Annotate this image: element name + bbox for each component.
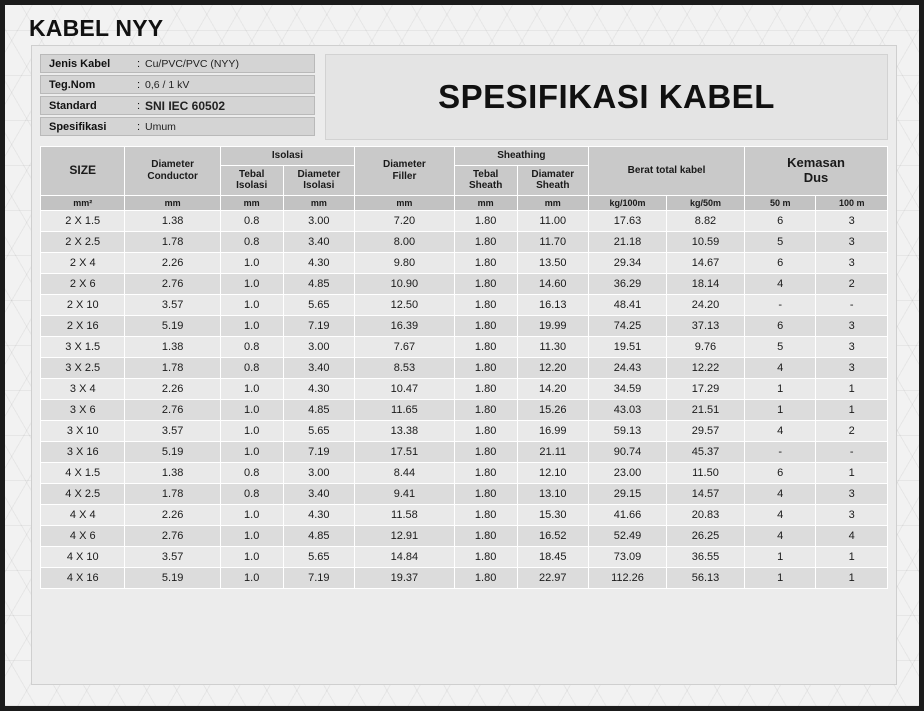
col-diameter-isolasi: Diameter Isolasi (283, 165, 355, 195)
cell-size: 3 X 1.5 (41, 336, 125, 357)
cell-value: 8.00 (355, 231, 455, 252)
cell-value: 12.22 (667, 357, 745, 378)
cell-value: 14.20 (517, 378, 588, 399)
cell-value: 1.0 (220, 378, 283, 399)
cell-value: 1.0 (220, 525, 283, 546)
cell-value: 13.50 (517, 252, 588, 273)
cell-value: 3.57 (125, 294, 220, 315)
cell-value: 5.19 (125, 315, 220, 336)
cell-value: 1.0 (220, 546, 283, 567)
cell-value: 1 (816, 378, 888, 399)
cell-size: 3 X 16 (41, 441, 125, 462)
cell-value: 4.30 (283, 504, 355, 525)
cell-value: 1.80 (454, 357, 517, 378)
cell-value: 7.19 (283, 567, 355, 588)
info-value: Umum (145, 120, 176, 133)
table-row (41, 231, 888, 252)
info-row (40, 117, 315, 136)
cell-value: 3 (816, 231, 888, 252)
cell-value: 8.82 (667, 210, 745, 231)
cell-value: 11.65 (355, 399, 455, 420)
table-row (41, 441, 888, 462)
table-row (41, 210, 888, 231)
cell-value: 0.8 (220, 210, 283, 231)
cell-value: 1.0 (220, 441, 283, 462)
cell-value: 1.80 (454, 420, 517, 441)
cell-value: 11.58 (355, 504, 455, 525)
cell-value: 16.39 (355, 315, 455, 336)
cell-value: 29.34 (589, 252, 667, 273)
table-row (41, 273, 888, 294)
unit-cell: mm (355, 195, 455, 210)
cell-value: 1.80 (454, 483, 517, 504)
cell-value: 5 (744, 231, 815, 252)
cell-value: 1.78 (125, 231, 220, 252)
cell-value: 18.14 (667, 273, 745, 294)
info-value: 0,6 / 1 kV (145, 78, 190, 91)
cell-value: 59.13 (589, 420, 667, 441)
cell-value: 20.83 (667, 504, 745, 525)
cell-size: 3 X 6 (41, 399, 125, 420)
cell-value: 15.26 (517, 399, 588, 420)
unit-cell: mm (454, 195, 517, 210)
cell-value: 1.80 (454, 399, 517, 420)
info-row (40, 96, 315, 115)
cell-size: 2 X 16 (41, 315, 125, 336)
cell-value: 10.90 (355, 273, 455, 294)
cell-value: 73.09 (589, 546, 667, 567)
cell-value: 8.44 (355, 462, 455, 483)
page-title: KABEL NYY (29, 15, 164, 41)
cell-value: 17.29 (667, 378, 745, 399)
info-colon: : (137, 99, 141, 112)
cell-value: 52.49 (589, 525, 667, 546)
cell-value: 24.43 (589, 357, 667, 378)
cell-value: 1 (744, 378, 815, 399)
table-head (41, 147, 888, 211)
table-row (41, 315, 888, 336)
unit-cell: mm (125, 195, 220, 210)
cell-value: 1.0 (220, 567, 283, 588)
cell-value: 10.59 (667, 231, 745, 252)
col-tebal-isolasi: Tebal Isolasi (220, 165, 283, 195)
cell-value: 41.66 (589, 504, 667, 525)
cell-value: 14.84 (355, 546, 455, 567)
cell-value: 6 (744, 210, 815, 231)
cell-value: 1.80 (454, 378, 517, 399)
cell-value: 1.0 (220, 294, 283, 315)
cell-value: 1.80 (454, 567, 517, 588)
unit-cell: mm (517, 195, 588, 210)
info-key: Spesifikasi (49, 120, 107, 133)
cell-value: 2.76 (125, 399, 220, 420)
table-row (41, 294, 888, 315)
cell-value: 1 (816, 567, 888, 588)
cell-value: 4 (744, 273, 815, 294)
cell-value: 18.45 (517, 546, 588, 567)
cell-value: 1.78 (125, 483, 220, 504)
header-row-units (41, 195, 888, 210)
cell-size: 4 X 10 (41, 546, 125, 567)
info-value: SNI IEC 60502 (145, 98, 226, 113)
cell-value: 19.37 (355, 567, 455, 588)
cell-value: 5 (744, 336, 815, 357)
cell-size: 3 X 4 (41, 378, 125, 399)
cell-value: 4.85 (283, 399, 355, 420)
cell-value: 12.50 (355, 294, 455, 315)
cell-value: 16.99 (517, 420, 588, 441)
cell-value: 19.99 (517, 315, 588, 336)
spec-sheet (31, 45, 897, 685)
cell-value: 2.26 (125, 252, 220, 273)
col-berat-total: Berat total kabel (589, 147, 745, 196)
cell-value: - (816, 294, 888, 315)
cell-value: 3 (816, 357, 888, 378)
col-diameter-conductor: Diameter Conductor (125, 147, 220, 196)
cell-value: 1.80 (454, 336, 517, 357)
info-colon: : (137, 78, 141, 91)
cell-size: 2 X 4 (41, 252, 125, 273)
cell-value: 12.20 (517, 357, 588, 378)
cell-value: 12.10 (517, 462, 588, 483)
cell-value: 1 (816, 399, 888, 420)
info-box (40, 54, 315, 140)
cell-value: 2 (816, 273, 888, 294)
cell-value: 3 (816, 315, 888, 336)
cell-value: 1.80 (454, 315, 517, 336)
cell-value: 48.41 (589, 294, 667, 315)
cell-value: 22.97 (517, 567, 588, 588)
table-row (41, 357, 888, 378)
cell-size: 3 X 10 (41, 420, 125, 441)
cell-size: 2 X 10 (41, 294, 125, 315)
cell-value: 5.19 (125, 567, 220, 588)
table-row (41, 336, 888, 357)
cell-value: 21.11 (517, 441, 588, 462)
cell-value: 4.30 (283, 378, 355, 399)
cell-value: 1.78 (125, 357, 220, 378)
cell-value: 45.37 (667, 441, 745, 462)
cell-value: 1.0 (220, 399, 283, 420)
cell-value: 8.53 (355, 357, 455, 378)
cell-value: 7.20 (355, 210, 455, 231)
cell-value: 1.0 (220, 420, 283, 441)
cell-value: 3.00 (283, 336, 355, 357)
cell-value: 14.67 (667, 252, 745, 273)
table-row (41, 546, 888, 567)
cell-value: - (744, 294, 815, 315)
cell-value: 15.30 (517, 504, 588, 525)
table-row (41, 378, 888, 399)
cell-value: 3 (816, 210, 888, 231)
cell-value: 36.29 (589, 273, 667, 294)
unit-cell: mm (220, 195, 283, 210)
cell-value: 74.25 (589, 315, 667, 336)
table-row (41, 504, 888, 525)
cell-size: 2 X 2.5 (41, 231, 125, 252)
cell-value: 21.51 (667, 399, 745, 420)
cell-value: 4 (744, 483, 815, 504)
cell-value: 1 (744, 546, 815, 567)
cell-value: 3.40 (283, 231, 355, 252)
cell-size: 4 X 1.5 (41, 462, 125, 483)
cell-value: 16.52 (517, 525, 588, 546)
info-value: Cu/PVC/PVC (NYY) (145, 57, 239, 70)
table-row (41, 483, 888, 504)
cell-value: 3.00 (283, 462, 355, 483)
cell-value: 10.47 (355, 378, 455, 399)
cell-value: 1.38 (125, 336, 220, 357)
cell-value: 1.80 (454, 462, 517, 483)
info-colon: : (137, 120, 141, 133)
info-row (40, 75, 315, 94)
cell-value: 4 (744, 504, 815, 525)
cell-value: 23.00 (589, 462, 667, 483)
info-key: Teg.Nom (49, 78, 96, 91)
cell-value: 1.38 (125, 462, 220, 483)
banner-title: SPESIFIKASI KABEL (325, 54, 888, 140)
cell-value: 7.19 (283, 441, 355, 462)
cell-value: 4.85 (283, 273, 355, 294)
table-row (41, 462, 888, 483)
cell-value: 3.40 (283, 357, 355, 378)
cell-value: 3 (816, 252, 888, 273)
cell-value: 0.8 (220, 231, 283, 252)
cell-size: 4 X 16 (41, 567, 125, 588)
cell-value: 19.51 (589, 336, 667, 357)
cell-value: 5.65 (283, 420, 355, 441)
cell-value: 3.57 (125, 420, 220, 441)
cell-value: 4 (744, 420, 815, 441)
cell-value: 6 (744, 252, 815, 273)
cell-value: 1.80 (454, 546, 517, 567)
cell-value: 9.41 (355, 483, 455, 504)
unit-cell: mm (283, 195, 355, 210)
cell-value: 16.13 (517, 294, 588, 315)
cell-value: 11.70 (517, 231, 588, 252)
info-key: Jenis Kabel (49, 57, 111, 70)
cell-value: 1.80 (454, 273, 517, 294)
cell-value: 1.0 (220, 315, 283, 336)
table-row (41, 567, 888, 588)
cell-value: 29.15 (589, 483, 667, 504)
cell-value: 6 (744, 462, 815, 483)
cell-value: 1.80 (454, 441, 517, 462)
cell-size: 2 X 6 (41, 273, 125, 294)
cell-value: 2 (816, 420, 888, 441)
table-row (41, 525, 888, 546)
cell-value: 4.85 (283, 525, 355, 546)
cell-value: 13.10 (517, 483, 588, 504)
cell-value: 112.26 (589, 567, 667, 588)
cell-value: 1.80 (454, 294, 517, 315)
unit-cell: kg/50m (667, 195, 745, 210)
cell-value: 1.80 (454, 525, 517, 546)
unit-cell: mm² (41, 195, 125, 210)
col-group-isolasi: Isolasi (220, 147, 354, 166)
cell-size: 4 X 6 (41, 525, 125, 546)
cell-value: 1 (744, 399, 815, 420)
cell-value: 3 (816, 336, 888, 357)
cell-value: 12.91 (355, 525, 455, 546)
cell-value: 9.76 (667, 336, 745, 357)
cell-value: 29.57 (667, 420, 745, 441)
col-group-sheathing: Sheathing (454, 147, 588, 166)
cell-value: 0.8 (220, 462, 283, 483)
cell-value: 5.65 (283, 294, 355, 315)
cell-value: 43.03 (589, 399, 667, 420)
cell-value: 2.76 (125, 273, 220, 294)
table-row (41, 399, 888, 420)
cell-value: 0.8 (220, 483, 283, 504)
cell-value: 3 (816, 504, 888, 525)
col-diameter-sheath: Diamater Sheath (517, 165, 588, 195)
info-colon: : (137, 57, 141, 70)
cell-value: 1.80 (454, 210, 517, 231)
cell-value: 3 (816, 483, 888, 504)
cell-value: 3.57 (125, 546, 220, 567)
cell-value: 5.65 (283, 546, 355, 567)
cell-value: 14.60 (517, 273, 588, 294)
cell-value: 11.00 (517, 210, 588, 231)
cell-value: 1.0 (220, 252, 283, 273)
cell-size: 3 X 2.5 (41, 357, 125, 378)
cell-value: 2.26 (125, 378, 220, 399)
unit-cell: 50 m (744, 195, 815, 210)
cell-value: - (744, 441, 815, 462)
cell-value: 11.30 (517, 336, 588, 357)
col-diameter-filler: Diameter Filler (355, 147, 455, 196)
table-row (41, 420, 888, 441)
cell-value: 90.74 (589, 441, 667, 462)
cell-value: - (816, 441, 888, 462)
cell-value: 11.50 (667, 462, 745, 483)
info-key: Standard (49, 99, 97, 112)
table-body (41, 210, 888, 588)
cell-value: 1.38 (125, 210, 220, 231)
cell-value: 1.0 (220, 273, 283, 294)
header-row-groups (41, 147, 888, 166)
cell-value: 14.57 (667, 483, 745, 504)
cell-value: 1.0 (220, 504, 283, 525)
sheet-header (40, 54, 888, 140)
cell-value: 37.13 (667, 315, 745, 336)
cell-value: 3.00 (283, 210, 355, 231)
cell-value: 4 (816, 525, 888, 546)
cell-value: 2.76 (125, 525, 220, 546)
cell-size: 4 X 4 (41, 504, 125, 525)
cell-value: 4.30 (283, 252, 355, 273)
cell-value: 56.13 (667, 567, 745, 588)
cell-value: 6 (744, 315, 815, 336)
info-row (40, 54, 315, 73)
col-size: SIZE (41, 147, 125, 196)
cell-value: 21.18 (589, 231, 667, 252)
cell-value: 2.26 (125, 504, 220, 525)
cell-value: 7.19 (283, 315, 355, 336)
cell-value: 0.8 (220, 336, 283, 357)
cell-value: 1 (744, 567, 815, 588)
cell-value: 1 (816, 546, 888, 567)
unit-cell: 100 m (816, 195, 888, 210)
cell-size: 2 X 1.5 (41, 210, 125, 231)
cell-value: 0.8 (220, 357, 283, 378)
col-tebal-sheath: Tebal Sheath (454, 165, 517, 195)
cell-value: 4 (744, 525, 815, 546)
cell-value: 1.80 (454, 504, 517, 525)
cell-value: 9.80 (355, 252, 455, 273)
col-kemasan-dus: Kemasan Dus (744, 147, 887, 196)
cell-value: 17.63 (589, 210, 667, 231)
cell-value: 24.20 (667, 294, 745, 315)
cell-value: 1 (816, 462, 888, 483)
cell-value: 1.80 (454, 252, 517, 273)
cell-value: 3.40 (283, 483, 355, 504)
cell-value: 1.80 (454, 231, 517, 252)
cable-spec-table (40, 146, 888, 589)
cell-value: 5.19 (125, 441, 220, 462)
cell-value: 4 (744, 357, 815, 378)
unit-cell: kg/100m (589, 195, 667, 210)
cell-value: 26.25 (667, 525, 745, 546)
cell-value: 13.38 (355, 420, 455, 441)
table-row (41, 252, 888, 273)
cell-value: 34.59 (589, 378, 667, 399)
cell-value: 17.51 (355, 441, 455, 462)
cell-size: 4 X 2.5 (41, 483, 125, 504)
cell-value: 7.67 (355, 336, 455, 357)
cell-value: 36.55 (667, 546, 745, 567)
